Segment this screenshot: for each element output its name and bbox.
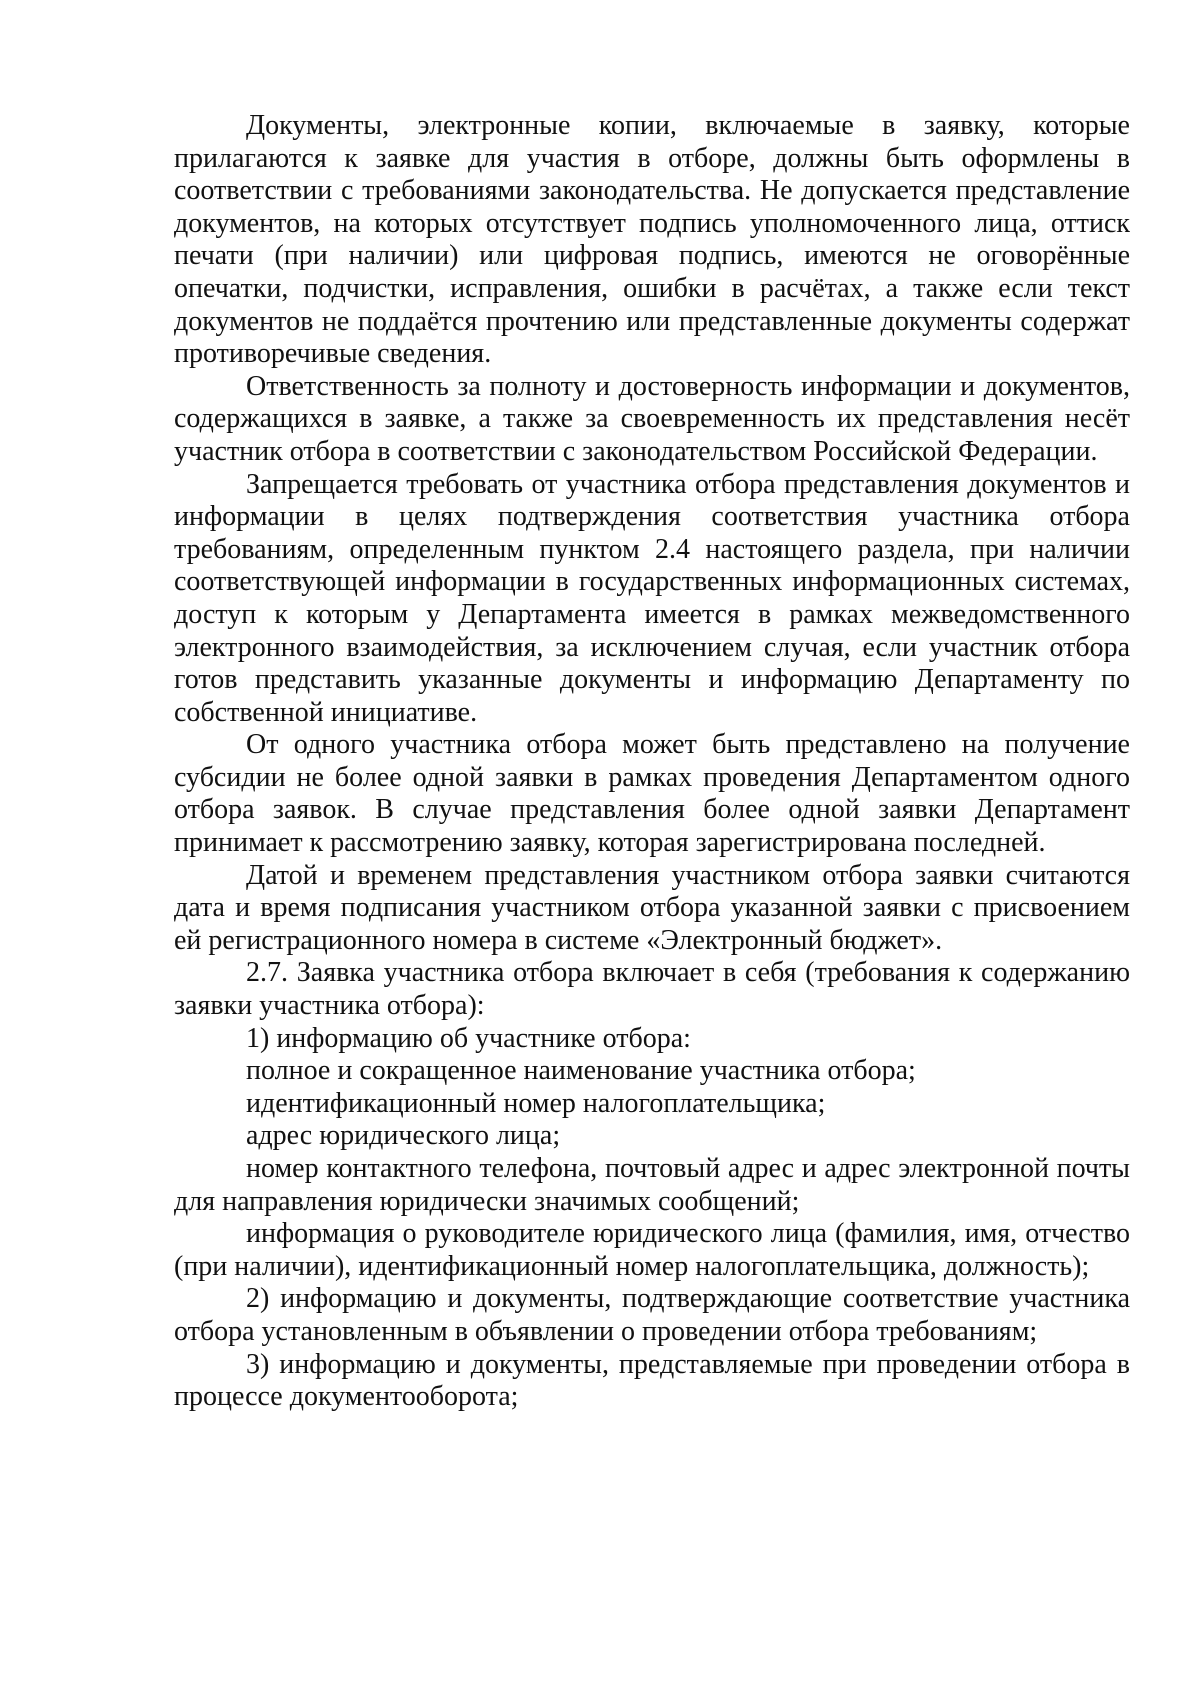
list-item-inn: идентификационный номер налогоплательщика;: [246, 1087, 826, 1119]
list-item-2: 2) информацию и документы, подтверждающие соответствие участника отбора установленным в объявлении о проведении отбора требованиям;: [174, 1283, 1130, 1347]
paragraph-section-2-7: 2.7. Заявка участника отбора включает в себя (требования к содержанию заявки участника отбора):: [174, 957, 1130, 1022]
paragraph-documents-requirements: Документы, электронные копии, включаемые в заявку, которые прилагаются к заявке для участия в отборе, должны быть оформлены в соответствии с требованиями законодательства. Не допускается представление документов, на которых отсутствует подпись уполномоченного лица, оттиск печати (при наличии) или цифровая подпись, имеются не оговорённые опечатки, подчистки, исправления, ошибки в расчётах, а также если текст документов не поддаётся прочтению или представленные документы содержат противоречивые сведения.: [174, 110, 1130, 370]
list-item-contacts: номер контактного телефона, почтовый адрес и адрес электронной почты для направления юридически значимых сообщений;: [174, 1153, 1130, 1217]
list-item-legal-address: адрес юридического лица;: [246, 1120, 561, 1152]
paragraph-submission-date: Датой и временем представления участником отбора заявки считаются дата и время подписания участником отбора указанной заявки с присвоением ей регистрационного номера в системе «Электронный бюджет».: [174, 859, 1130, 956]
list-item-3: 3) информацию и документы, представляемые при проведении отбора в процессе документооборота;: [174, 1348, 1130, 1413]
paragraph-single-application: От одного участника отбора может быть представлено на получение субсидии не более одной заявки в рамках проведения Департаментом одного отбора заявок. В случае представления более одной заявки Департамент принимает к рассмотрению заявку, которая зарегистрирована последней.: [174, 729, 1130, 859]
list-item-full-name: полное и сокращенное наименование участника отбора;: [246, 1055, 916, 1087]
list-item-1: 1) информацию об участнике отбора:: [246, 1022, 691, 1054]
document-body: [174, 110, 1130, 1414]
paragraph-responsibility: Ответственность за полноту и достоверность информации и документов, содержащихся в заявке, а также за своевременность их представления несёт участник отбора в соответствии с законодательством Российской Федерации.: [174, 370, 1130, 467]
paragraph-prohibition: Запрещается требовать от участника отбора представления документов и информации в целях подтверждения соответствия участника отбора требованиям, определенным пунктом 2.4 настоящего раздела, при наличии соответствующей информации в государственных информационных системах, доступ к которым у Департамента имеется в рамках межведомственного электронного взаимодействия, за исключением случая, если участник отбора готов представить указанные документы и информацию Департаменту по собственной инициативе.: [174, 468, 1130, 728]
list-item-director-info: информация о руководителе юридического лица (фамилия, имя, отчество (при наличии), идентификационный номер налогоплательщика, должность);: [174, 1218, 1130, 1282]
